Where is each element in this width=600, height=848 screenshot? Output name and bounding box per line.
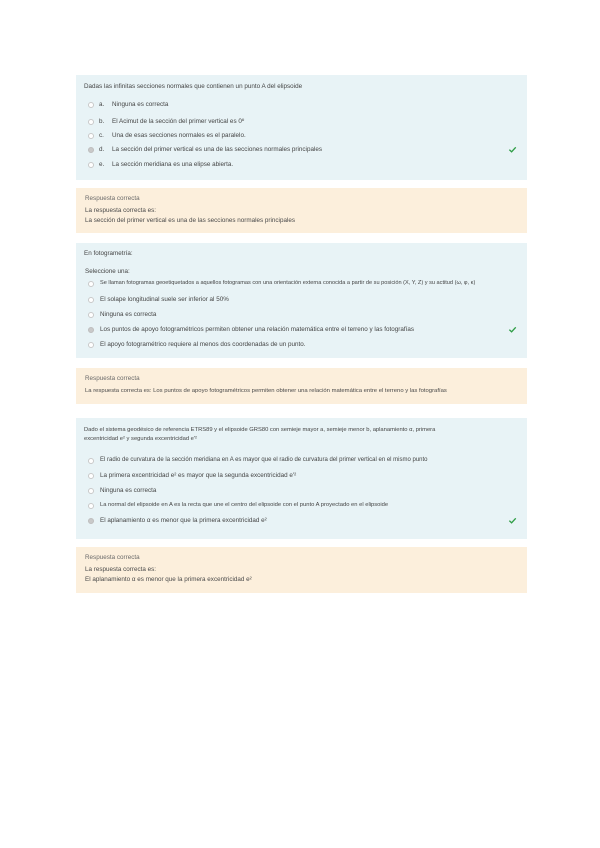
option-text: La sección del primer vertical es una de las secciones normales principales — [112, 146, 322, 153]
question-3-option-2[interactable] — [88, 472, 508, 482]
feedback-answer: La sección del primer vertical es una de las secciones normales principales — [85, 217, 295, 224]
radio-icon[interactable] — [88, 503, 94, 509]
question-2-option-1[interactable] — [88, 280, 508, 290]
radio-icon[interactable] — [88, 297, 94, 303]
radio-icon[interactable] — [88, 312, 94, 318]
option-text: El Acimut de la sección del primer vertical es 0º — [112, 118, 245, 125]
question-3-option-3[interactable] — [88, 487, 508, 497]
question-2-text: En fotogrametría: — [84, 250, 133, 257]
question-1-option-a[interactable] — [88, 101, 508, 111]
question-2-feedback — [76, 368, 527, 404]
option-text: Se llaman fotogramas geoetiquetados a aquellos fotogramas con una orientación externa conocida a partir de su posición (X, Y, Z) y su actitud (ω, φ, κ) — [100, 280, 476, 286]
option-text: La normal del elipsoide en A es la recta que une el centro del elipsoide con el punto A proyectado en el elipsoide — [100, 502, 389, 508]
option-letter: a. — [99, 101, 105, 108]
question-1-option-b[interactable] — [88, 118, 508, 128]
question-3-text-line2: excentricidad e² y segunda excentricidad e'² — [84, 436, 197, 442]
radio-icon[interactable] — [88, 473, 94, 479]
question-2-option-3[interactable] — [88, 311, 508, 321]
question-3-feedback — [76, 547, 527, 593]
radio-icon[interactable] — [88, 342, 94, 348]
question-3-option-1[interactable] — [88, 457, 508, 467]
question-3-box — [76, 418, 527, 539]
question-1-text: Dadas las infinitas secciones normales que contienen un punto A del elipsoide — [84, 83, 303, 90]
radio-icon[interactable] — [88, 281, 94, 287]
question-1-feedback — [76, 188, 527, 233]
feedback-title: Respuesta correcta — [85, 195, 140, 202]
feedback-answer: El aplanamiento α es menor que la primera excentricidad e² — [85, 576, 252, 583]
option-text: La sección meridiana es una elipse abierta. — [112, 161, 234, 168]
option-text: El apoyo fotogramétrico requiere al menos dos coordenadas de un punto. — [100, 341, 306, 348]
question-1-option-d[interactable] — [88, 146, 508, 156]
radio-selected-icon[interactable] — [88, 518, 94, 524]
option-letter: c. — [99, 132, 104, 139]
radio-selected-icon[interactable] — [88, 147, 94, 153]
question-3-option-4[interactable] — [88, 502, 508, 512]
option-letter: e. — [99, 161, 105, 168]
option-text: Ninguna es correcta — [100, 487, 157, 494]
radio-icon[interactable] — [88, 458, 94, 464]
option-text: La primera excentricidad e² es mayor que la segunda excentricidad e'² — [100, 472, 297, 479]
question-1-option-c[interactable] — [88, 132, 508, 142]
checkmark-icon — [508, 145, 517, 154]
question-2-box — [76, 243, 527, 358]
radio-selected-icon[interactable] — [88, 327, 94, 333]
question-1-option-e[interactable] — [88, 161, 508, 171]
radio-icon[interactable] — [88, 133, 94, 139]
option-text: Los puntos de apoyo fotogramétricos permiten obtener una relación matemática entre el terreno y las fotografías — [100, 326, 414, 333]
option-letter: b. — [99, 118, 105, 125]
radio-icon[interactable] — [88, 119, 94, 125]
question-2-option-2[interactable] — [88, 296, 508, 306]
radio-icon[interactable] — [88, 102, 94, 108]
radio-icon[interactable] — [88, 162, 94, 168]
question-3-option-5[interactable] — [88, 517, 508, 527]
option-text: El aplanamiento α es menor que la primera excentricidad e² — [100, 517, 267, 524]
select-one-label: Seleccione una: — [85, 268, 130, 275]
feedback-intro: La respuesta correcta es: — [85, 566, 157, 573]
checkmark-icon — [508, 325, 517, 334]
option-text: Una de esas secciones normales es el paralelo. — [112, 132, 246, 139]
question-3-text-line1: Dado el sistema geodésico de referencia ETRS89 y el elipsoide GRS80 con semieje mayor a, semieje menor b, aplanamiento α, primera — [84, 427, 436, 433]
option-text: El solape longitudinal suele ser inferior al 50% — [100, 296, 229, 303]
feedback-title: Respuesta correcta — [85, 554, 140, 561]
question-2-option-5[interactable] — [88, 341, 508, 351]
question-1-box — [76, 75, 527, 180]
feedback-answer: La respuesta correcta es: Los puntos de apoyo fotogramétricos permiten obtener una relación matemática entre el terreno y las fotografías — [85, 388, 447, 394]
question-2-option-4[interactable] — [88, 326, 508, 336]
option-text: Ninguna es correcta — [100, 311, 157, 318]
checkmark-icon — [508, 516, 517, 525]
option-text: El radio de curvatura de la sección meridiana en A es mayor que el radio de curvatura del primer vertical en el mismo punto — [100, 457, 428, 463]
radio-icon[interactable] — [88, 488, 94, 494]
option-letter: d. — [99, 146, 105, 153]
option-text: Ninguna es correcta — [112, 101, 169, 108]
feedback-title: Respuesta correcta — [85, 375, 140, 382]
feedback-intro: La respuesta correcta es: — [85, 207, 157, 214]
